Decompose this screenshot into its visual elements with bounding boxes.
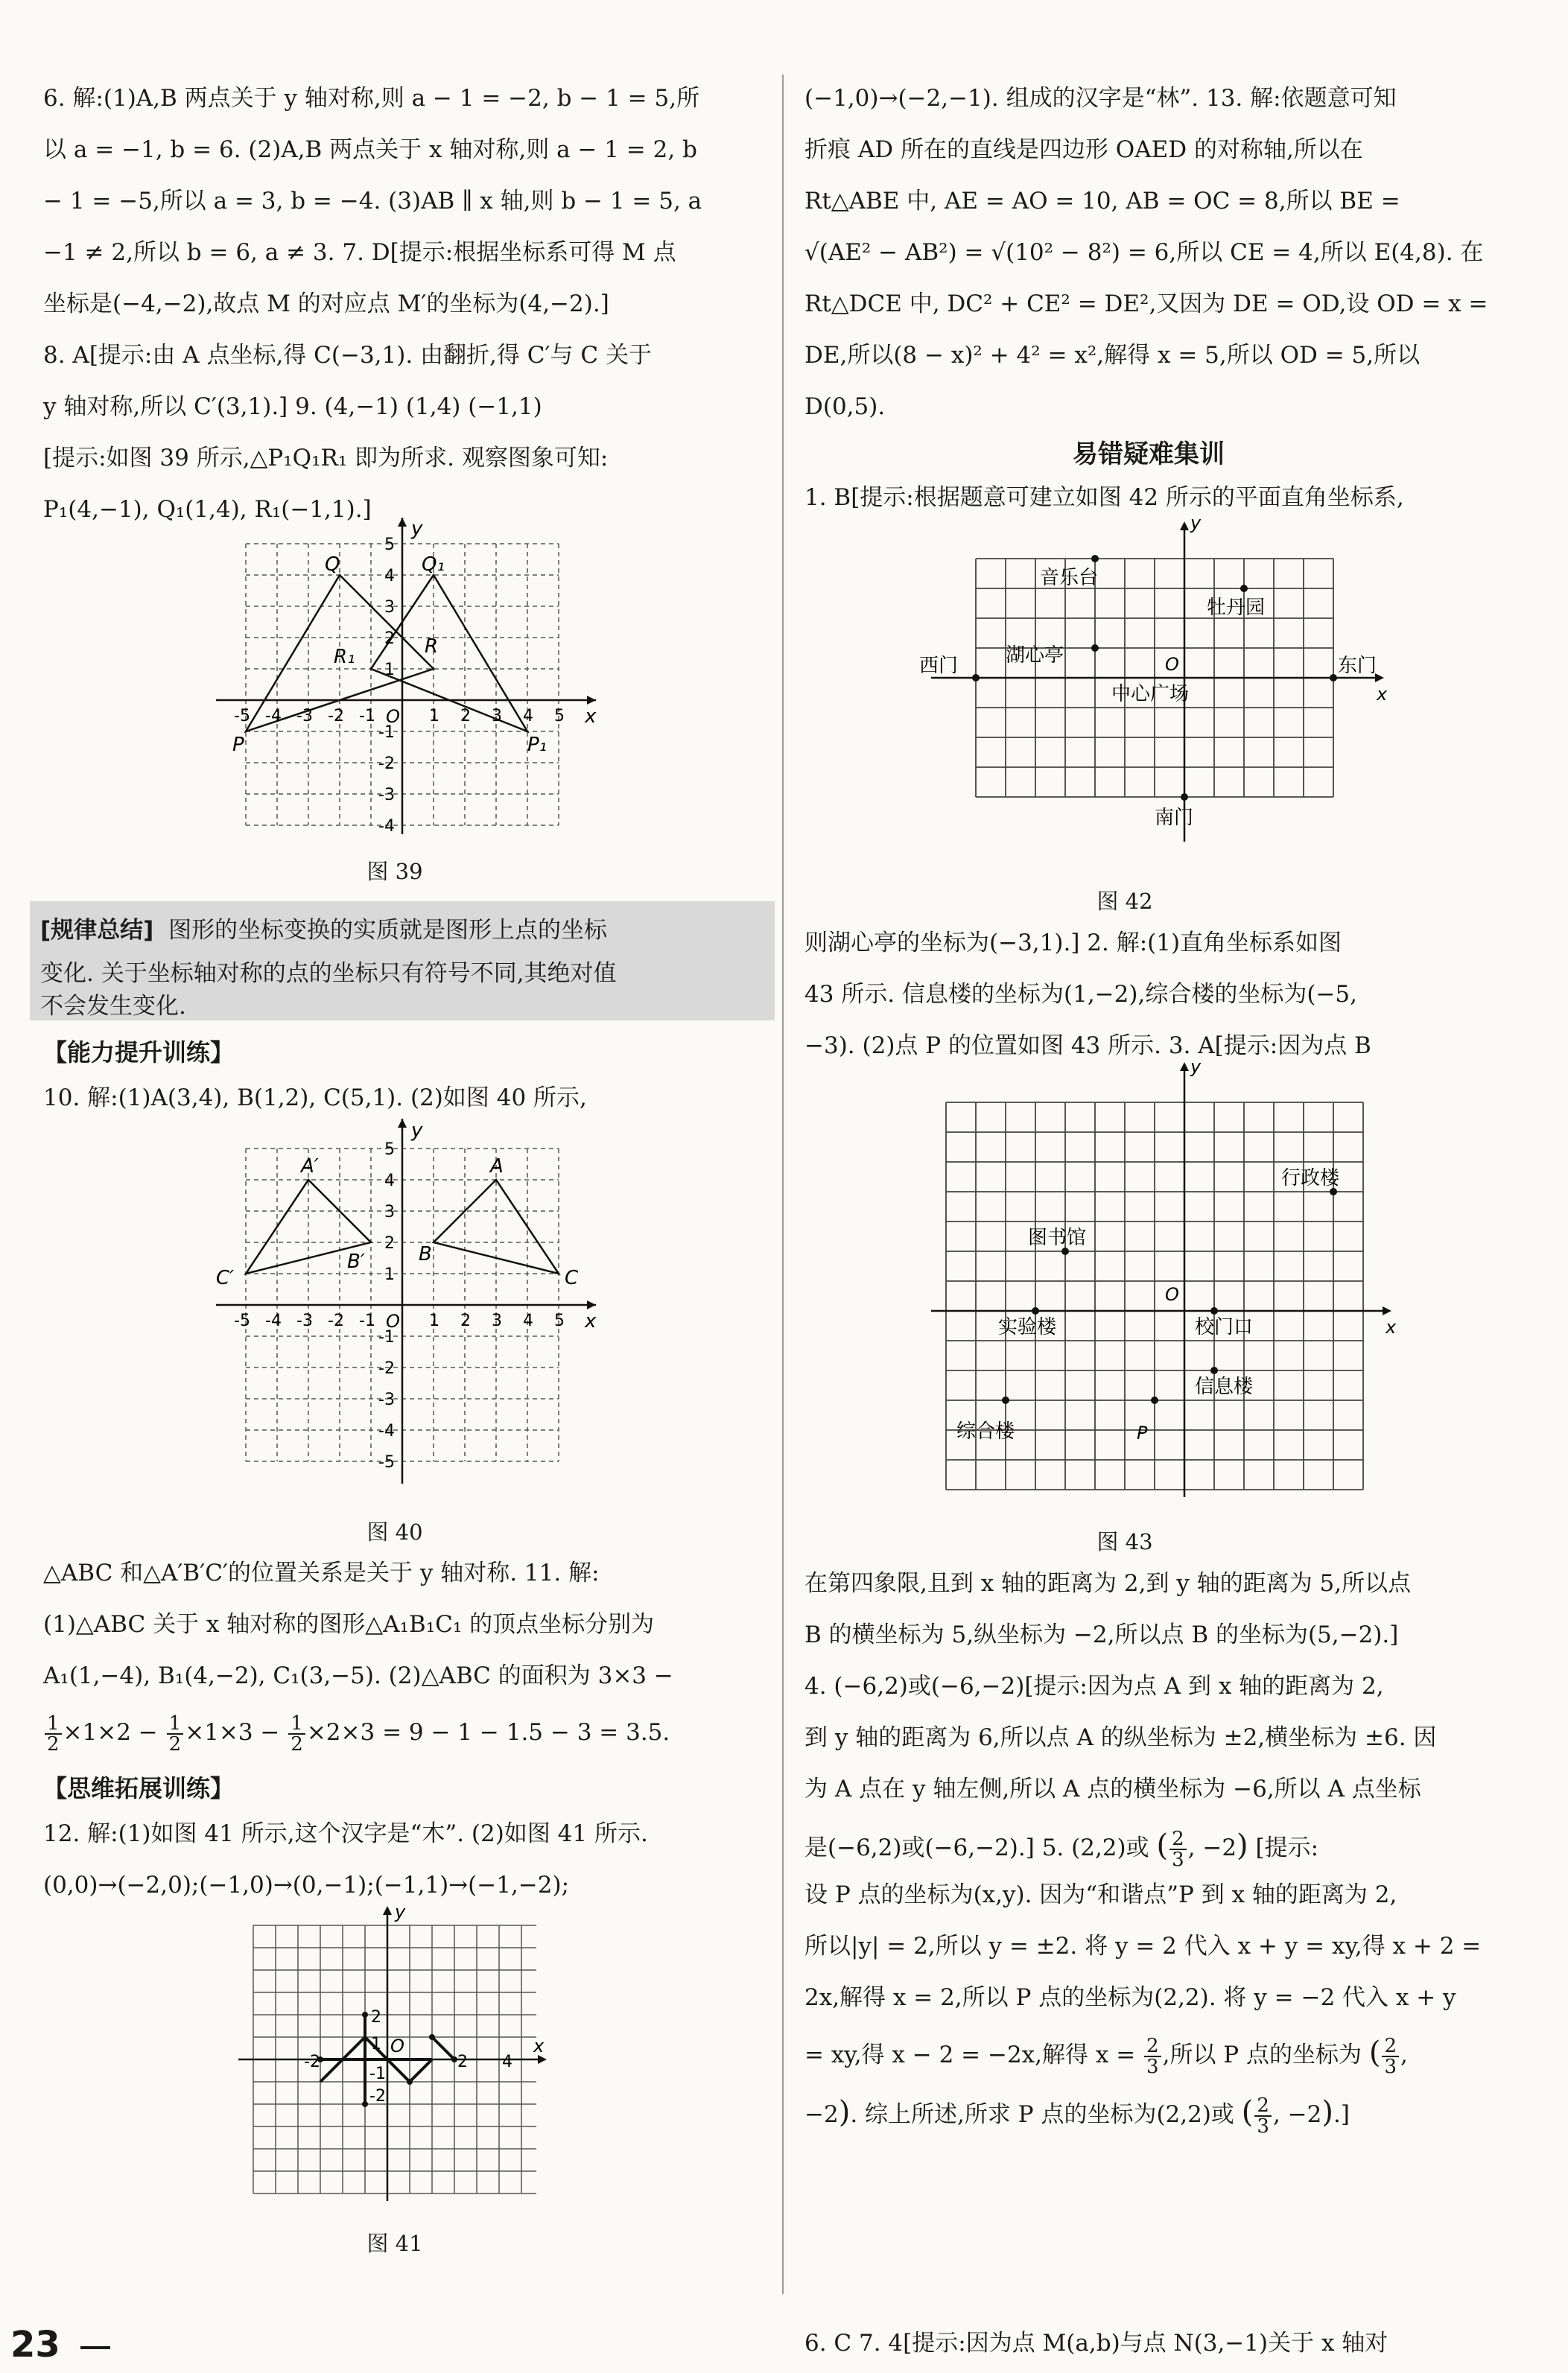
x-tick: -1 bbox=[359, 707, 375, 725]
figure-42 bbox=[916, 514, 1393, 864]
answer-8-line-2: y 轴对称,所以 C′(3,1).] 9. (4,−1) (1,4) (−1,1) bbox=[43, 393, 542, 420]
y-tick: -5 bbox=[378, 1453, 395, 1472]
figure-40-caption: 图 40 bbox=[366, 1519, 423, 1545]
y-tick: -1 bbox=[378, 1328, 395, 1347]
error-1-line-1: 1. B[提示:根据题意可建立如图 42 所示的平面直角坐标系, bbox=[804, 484, 1404, 511]
y-tick: -4 bbox=[378, 1422, 395, 1440]
error-4-line-1: 4. (−6,2)或(−6,−2)[提示:因为点 A 到 x 轴的距离为 2, bbox=[804, 1673, 1384, 1700]
x-tick: 3 bbox=[492, 1312, 502, 1330]
figure-43 bbox=[916, 1058, 1400, 1512]
page-number-dash bbox=[80, 2346, 110, 2349]
right-line-5: Rt△DCE 中, DC² + CE² = DE²,又因为 DE = OD,设 OD = x = bbox=[804, 290, 1488, 317]
label-p1: P₁ bbox=[527, 734, 547, 756]
figure-40 bbox=[201, 1111, 603, 1499]
x-tick: 4 bbox=[523, 1312, 533, 1330]
y-tick: 4 bbox=[384, 1172, 395, 1190]
answer-6-line-5: 坐标是(−4,−2),故点 M 的对应点 M′的坐标为(4,−2).] bbox=[43, 290, 609, 317]
y-tick: 5 bbox=[384, 1140, 395, 1159]
error-4-line-2: 到 y 轴的距离为 6,所以点 A 的纵坐标为 ±2,横坐标为 ±6. 因 bbox=[804, 1724, 1437, 1751]
fraction-two-thirds: $\frac{2}{3}$ bbox=[1169, 1829, 1187, 1870]
error-3-line-1: 在第四象限,且到 x 轴的距离为 2,到 y 轴的距离为 5,所以点 bbox=[804, 1570, 1412, 1597]
error-2-line-1: 43 所示. 信息楼的坐标为(1,−2),综合楼的坐标为(−5, bbox=[804, 981, 1357, 1008]
figure-42-caption: 图 42 bbox=[1096, 889, 1153, 914]
y-tick: 2 bbox=[384, 1234, 395, 1253]
x-tick: 4 bbox=[523, 707, 533, 725]
label-c-prime: C′ bbox=[216, 1267, 235, 1289]
rule-summary-text-1: 图形的坐标变换的实质就是图形上点的坐标 bbox=[168, 917, 608, 944]
x-tick: 5 bbox=[554, 707, 565, 725]
section-errors-heading: 易错疑难集训 bbox=[1073, 439, 1225, 469]
y-tick: -2 bbox=[378, 755, 395, 773]
place-east-gate: 东门 bbox=[1338, 655, 1377, 677]
y-tick: -2 bbox=[369, 2087, 386, 2106]
label-b-prime: B′ bbox=[347, 1251, 365, 1273]
section-thinking-heading: 【思维拓展训练】 bbox=[43, 1774, 235, 1802]
origin-label: O bbox=[386, 1311, 400, 1332]
right-line-7: D(0,5). bbox=[804, 393, 886, 420]
error-1-line-2: 则湖心亭的坐标为(−3,1).] 2. 解:(1)直角坐标系如图 bbox=[804, 930, 1342, 956]
answer-8-line-3: [提示:如图 39 所示,△P₁Q₁R₁ 即为所求. 观察图象可知: bbox=[43, 445, 609, 471]
answer-10-line-1: 10. 解:(1)A(3,4), B(1,2), C(5,1). (2)如图 40 所示, bbox=[43, 1084, 587, 1111]
x-tick: -5 bbox=[234, 707, 250, 725]
figure-41-caption: 图 41 bbox=[366, 2231, 423, 2256]
place-library: 图书馆 bbox=[1028, 1227, 1087, 1249]
label-a: A bbox=[490, 1155, 504, 1178]
fraction-half: $\frac{1}{2}$ bbox=[288, 1714, 305, 1754]
y-axis-label: y bbox=[411, 518, 423, 540]
figure-39 bbox=[201, 514, 603, 842]
x-tick: 1 bbox=[429, 1312, 439, 1330]
answer-12-line-1: 12. 解:(1)如图 41 所示,这个汉字是“木”. (2)如图 41 所示. bbox=[43, 1820, 648, 1847]
label-a-prime: A′ bbox=[301, 1155, 319, 1178]
label-q1: Q₁ bbox=[422, 553, 445, 576]
fraction-two-thirds: $\frac{2}{3}$ bbox=[1144, 2036, 1161, 2077]
x-tick: -3 bbox=[296, 707, 313, 725]
rule-summary-box bbox=[30, 901, 775, 1020]
y-tick: -4 bbox=[378, 817, 395, 836]
x-tick: -2 bbox=[328, 1312, 344, 1330]
answer-6-line-2: 以 a = −1, b = 6. (2)A,B 两点关于 x 轴对称,则 a − 1 = 2, b bbox=[43, 136, 697, 163]
right-line-6: DE,所以(8 − x)² + 4² = x²,解得 x = 5,所以 OD = 5,所以 bbox=[804, 342, 1421, 369]
place-central-square: 中心广场 bbox=[1111, 683, 1190, 705]
answer-8-line-1: 8. A[提示:由 A 点坐标,得 C(−3,1). 由翻折,得 C′与 C 关于 bbox=[43, 342, 652, 369]
y-tick: 2 bbox=[384, 629, 395, 648]
figure-41 bbox=[238, 1903, 551, 2216]
place-music-stage: 音乐台 bbox=[1040, 567, 1099, 589]
section-ability-heading: 【能力提升训练】 bbox=[43, 1038, 235, 1067]
answer-10-line-2: △ABC 和△A′B′C′的位置关系是关于 y 轴对称. 11. 解: bbox=[43, 1560, 600, 1586]
answer-11-line-2: A₁(1,−4), B₁(4,−2), C₁(3,−5). (2)△ABC 的面积为 3×3 − bbox=[43, 1662, 673, 1689]
error-5-line-5: = xy,得 x − 2 = −2x,解得 x = $\frac{2}{3}$ ,所以 P 点的坐标为 ( $\frac{2}{3}$ , bbox=[804, 2034, 1408, 2078]
x-axis-label: x bbox=[585, 1310, 597, 1332]
x-axis-label: x bbox=[585, 705, 597, 728]
label-q: Q bbox=[325, 553, 340, 576]
y-tick: 3 bbox=[384, 598, 395, 617]
x-tick: 1 bbox=[429, 707, 439, 725]
x-tick: 4 bbox=[502, 2053, 512, 2071]
y-tick: 3 bbox=[384, 1203, 395, 1222]
right-line-3: Rt△ABE 中, AE = AO = 10, AB = OC = 8,所以 BE = bbox=[804, 188, 1400, 215]
y-tick: -3 bbox=[378, 1391, 395, 1409]
right-line-1: (−1,0)→(−2,−1). 组成的汉字是“林”. 13. 解:依题意可知 bbox=[804, 85, 1397, 112]
label-r1: R₁ bbox=[334, 646, 355, 668]
answer-6-line-4: −1 ≠ 2,所以 b = 6, a ≠ 3. 7. D[提示:根据坐标系可得 M 点 bbox=[43, 239, 676, 266]
place-info-building: 信息楼 bbox=[1195, 1376, 1254, 1398]
fraction-two-thirds: $\frac{2}{3}$ bbox=[1382, 2036, 1399, 2077]
label-p: P bbox=[1137, 1423, 1148, 1443]
x-tick: 2 bbox=[460, 707, 471, 725]
label-b: B bbox=[419, 1243, 432, 1265]
answer-11-line-1: (1)△ABC 关于 x 轴对称的图形△A₁B₁C₁ 的顶点坐标分别为 bbox=[43, 1611, 655, 1638]
x-tick: 5 bbox=[554, 1312, 565, 1330]
x-tick: 3 bbox=[492, 707, 502, 725]
answer-6-line-1: 6. 解:(1)A,B 两点关于 y 轴对称,则 a − 1 = −2, b − 1 = 5,所 bbox=[43, 85, 700, 112]
x-tick: -4 bbox=[265, 707, 282, 725]
y-tick: -2 bbox=[378, 1359, 395, 1378]
label-p: P bbox=[232, 734, 244, 756]
error-3-line-2: B 的横坐标为 5,纵坐标为 −2,所以点 B 的坐标为(5,−2).] bbox=[804, 1621, 1399, 1648]
error-5-line-4: 2x,解得 x = 2,所以 P 点的坐标为(2,2). 将 y = −2 代入 x + y bbox=[804, 1984, 1456, 2011]
x-tick: -3 bbox=[296, 1312, 313, 1330]
error-2-line-2: −3). (2)点 P 的位置如图 43 所示. 3. A[提示:因为点 B bbox=[804, 1032, 1371, 1059]
y-tick: 4 bbox=[384, 567, 395, 585]
y-axis-label: y bbox=[395, 1903, 406, 1922]
place-school-gate: 校门口 bbox=[1195, 1316, 1254, 1338]
label-r: R bbox=[425, 635, 439, 658]
place-peony-garden: 牡丹园 bbox=[1207, 597, 1266, 619]
y-tick: 1 bbox=[384, 1265, 395, 1284]
column-divider bbox=[782, 74, 784, 2294]
y-axis-label: y bbox=[411, 1119, 423, 1142]
right-line-2: 折痕 AD 所在的直线是四边形 OAED 的对称轴,所以在 bbox=[804, 136, 1363, 163]
x-tick: -5 bbox=[234, 1312, 250, 1330]
place-lake-pavilion: 湖心亭 bbox=[1006, 644, 1064, 667]
page-number: 23 bbox=[10, 2324, 60, 2366]
place-south-gate: 南门 bbox=[1155, 807, 1194, 829]
answer-11-line-3: $\frac{1}{2}$ ×1×2 − $\frac{1}{2}$ ×1×3 − $\frac{1}{2}$ ×2×3 = 9 − 1 − 1.5 − 3 = 3.5. bbox=[43, 1710, 670, 1755]
answer-8-line-4: P₁(4,−1), Q₁(1,4), R₁(−1,1).] bbox=[43, 496, 372, 523]
figure-43-caption: 图 43 bbox=[1096, 1529, 1153, 1554]
y-tick: -1 bbox=[369, 2065, 386, 2083]
right-line-4: √(AE² − AB²) = √(10² − 8²) = 6,所以 CE = 4,所以 E(4,8). 在 bbox=[804, 239, 1484, 266]
origin-label: O bbox=[386, 706, 400, 727]
rule-summary-title: [规律总结] bbox=[40, 917, 154, 944]
answer-12-line-2: (0,0)→(−2,0);(−1,0)→(0,−1);(−1,1)→(−1,−2); bbox=[43, 1872, 570, 1899]
error-4-line-3: 为 A 点在 y 轴左侧,所以 A 点的横坐标为 −6,所以 A 点坐标 bbox=[804, 1776, 1421, 1802]
x-tick: -1 bbox=[359, 1312, 375, 1330]
answer-6-line-3: − 1 = −5,所以 a = 3, b = −4. (3)AB ∥ x 轴,则 b − 1 = 5, a bbox=[43, 188, 702, 215]
y-tick: 1 bbox=[384, 661, 395, 679]
y-tick: 1 bbox=[371, 2035, 381, 2053]
origin-label: O bbox=[1165, 654, 1179, 675]
x-tick: 2 bbox=[460, 1312, 471, 1330]
y-tick: -3 bbox=[378, 786, 395, 804]
y-axis-label: y bbox=[1190, 514, 1202, 533]
origin-label: O bbox=[1165, 1284, 1179, 1305]
place-lab-building: 实验楼 bbox=[998, 1316, 1057, 1338]
error-5-line-2: 设 P 点的坐标为(x,y). 因为“和谐点”P 到 x 轴的距离为 2, bbox=[804, 1881, 1397, 1908]
label-c: C bbox=[565, 1267, 579, 1289]
x-axis-label: x bbox=[533, 2036, 545, 2056]
y-axis-label: y bbox=[1190, 1058, 1202, 1077]
x-tick: -2 bbox=[304, 2053, 320, 2071]
rule-summary-text-2: 变化. 关于坐标轴对称的点的坐标只有符号不同,其绝对值 bbox=[40, 960, 617, 987]
x-tick: -2 bbox=[328, 707, 344, 725]
fraction-half: $\frac{1}{2}$ bbox=[167, 1714, 184, 1754]
fraction-two-thirds: $\frac{2}{3}$ bbox=[1254, 2096, 1272, 2136]
x-tick: 2 bbox=[457, 2053, 468, 2071]
y-tick: 5 bbox=[384, 536, 395, 554]
rule-summary-text-3: 不会发生变化. bbox=[40, 993, 186, 1020]
error-6-line: 6. C 7. 4[提示:因为点 M(a,b)与点 N(3,−1)关于 x 轴对 bbox=[804, 2330, 1388, 2357]
origin-label: O bbox=[390, 2036, 404, 2056]
x-axis-label: x bbox=[1386, 1317, 1397, 1338]
y-tick: -1 bbox=[378, 723, 395, 742]
fraction-half: $\frac{1}{2}$ bbox=[45, 1714, 62, 1754]
error-5-line-6: −2). 综上所述,所求 P 点的坐标为(2,2)或 ( $\frac{2}{3}$ , −2).] bbox=[804, 2094, 1350, 2138]
place-west-gate: 西门 bbox=[919, 655, 959, 677]
y-tick: 2 bbox=[371, 2008, 381, 2027]
x-tick: -4 bbox=[265, 1312, 282, 1330]
error-5-line-3: 所以|y| = 2,所以 y = ±2. 将 y = 2 代入 x + y = xy,得 x + 2 = bbox=[804, 1933, 1482, 1960]
place-general-building: 综合楼 bbox=[956, 1420, 1015, 1443]
error-4-line-4: 是(−6,2)或(−6,−2).] 5. (2,2)或 ( $\frac{2}{3}$ , −2) [提示: bbox=[804, 1827, 1319, 1871]
figure-39-caption: 图 39 bbox=[366, 859, 423, 884]
place-admin-building: 行政楼 bbox=[1281, 1167, 1340, 1189]
x-axis-label: x bbox=[1377, 684, 1388, 705]
